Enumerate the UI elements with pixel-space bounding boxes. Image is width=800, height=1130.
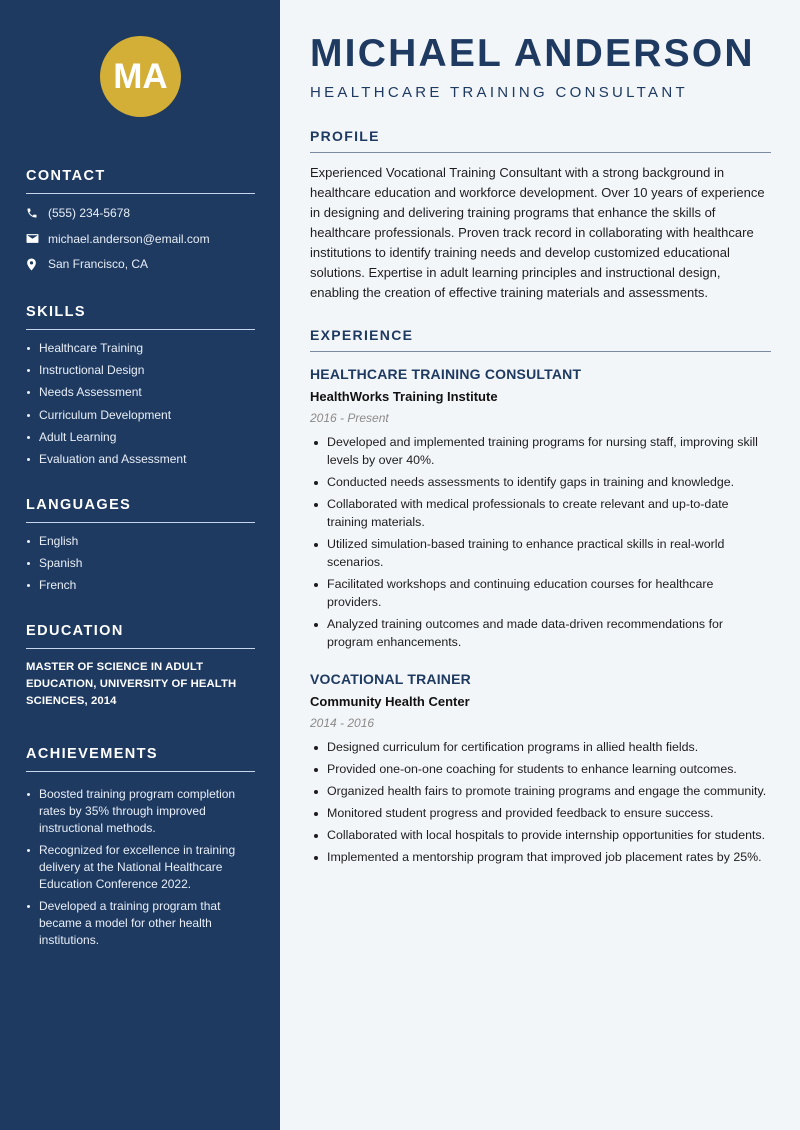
skill-item: Healthcare Training <box>26 340 255 357</box>
education-heading: EDUCATION <box>26 623 255 649</box>
job-title: HEALTHCARE TRAINING CONSULTANT <box>310 366 582 382</box>
skills-section <box>26 304 255 473</box>
profile-heading: PROFILE <box>310 128 771 153</box>
achievements-list <box>26 786 255 949</box>
achievement-item: Boosted training program completion rates by 35% through improved instructional methods. <box>26 786 255 837</box>
avatar-initials: MA <box>113 56 168 96</box>
language-item: Spanish <box>26 555 255 572</box>
phone-icon <box>26 207 48 219</box>
email-icon <box>26 233 48 244</box>
sidebar <box>0 0 280 1130</box>
language-item: French <box>26 577 255 594</box>
job-bullet: Collaborated with local hospitals to provide internship opportunities for students. <box>310 826 771 844</box>
job-bullet: Utilized simulation-based training to enhance practical skills in real-world scenarios. <box>310 535 771 571</box>
skill-item: Curriculum Development <box>26 407 255 424</box>
job-title: VOCATIONAL TRAINER <box>310 671 471 687</box>
skills-heading: SKILLS <box>26 304 255 330</box>
education-section <box>26 623 255 710</box>
skill-item: Needs Assessment <box>26 384 255 401</box>
skills-list <box>26 340 255 468</box>
contact-location <box>26 255 255 273</box>
skill-item: Adult Learning <box>26 429 255 446</box>
job-bullet: Implemented a mentorship program that improved job placement rates by 25%. <box>310 848 771 866</box>
achievements-section <box>26 746 255 954</box>
job-bullets <box>310 738 771 866</box>
candidate-name: MICHAEL ANDERSON <box>310 32 755 75</box>
job-bullet: Analyzed training outcomes and made data-driven recommendations for program enhancements. <box>310 615 771 651</box>
experience-heading: EXPERIENCE <box>310 327 771 352</box>
job-bullet: Developed and implemented training programs for nursing staff, improving skill levels by over 40%. <box>310 433 771 469</box>
job-company: Community Health Center <box>310 694 470 709</box>
job-bullet: Facilitated workshops and continuing education courses for healthcare providers. <box>310 575 771 611</box>
job-dates: 2014 - 2016 <box>310 716 375 730</box>
job-entry <box>310 365 771 655</box>
profile-text: Experienced Vocational Training Consultant with a strong background in healthcare education and workforce development. Over 10 years of experience in designing and delivering training programs that enhance the skills of healthcare professionals. Proven track record in collaborating with healthcare institutions to identify training needs and develop customized educational solutions. Expertise in adult learning principles and instructional design, enabling the creation of effective training materials and assessments. <box>310 165 765 300</box>
contact-section <box>26 168 255 281</box>
job-bullet: Designed curriculum for certification programs in allied health fields. <box>310 738 771 756</box>
languages-section <box>26 497 255 600</box>
contact-phone <box>26 204 255 222</box>
job-bullets <box>310 433 771 651</box>
job-company: HealthWorks Training Institute <box>310 389 498 404</box>
job-bullet: Provided one-on-one coaching for students to enhance learning outcomes. <box>310 760 771 778</box>
languages-heading: LANGUAGES <box>26 497 255 523</box>
contact-email <box>26 230 255 248</box>
contact-heading: CONTACT <box>26 168 255 194</box>
languages-list <box>26 533 255 594</box>
candidate-title: HEALTHCARE TRAINING CONSULTANT <box>310 84 688 101</box>
language-item: English <box>26 533 255 550</box>
job-entry <box>310 670 771 870</box>
location-pin-icon <box>26 258 48 271</box>
achievements-heading: ACHIEVEMENTS <box>26 746 255 772</box>
contact-phone-text: (555) 234-5678 <box>48 206 131 220</box>
achievement-item: Recognized for excellence in training delivery at the National Healthcare Education Conference 2022. <box>26 842 255 893</box>
contact-location-text: San Francisco, CA <box>48 257 149 272</box>
skill-item: Instructional Design <box>26 362 255 379</box>
job-bullet: Conducted needs assessments to identify gaps in training and knowledge. <box>310 473 771 491</box>
education-entry: MASTER OF SCIENCE IN ADULT EDUCATION, UNIVERSITY OF HEALTH SCIENCES, 2014 <box>26 661 237 707</box>
job-bullet: Organized health fairs to promote training programs and engage the community. <box>310 782 771 800</box>
job-bullet: Monitored student progress and provided feedback to ensure success. <box>310 804 771 822</box>
job-dates: 2016 - Present <box>310 411 389 425</box>
achievement-item: Developed a training program that became a model for other health institutions. <box>26 898 255 949</box>
job-bullet: Collaborated with medical professionals to create relevant and up-to-date training materials. <box>310 495 771 531</box>
skill-item: Evaluation and Assessment <box>26 451 255 468</box>
contact-email-text: michael.anderson@email.com <box>48 231 210 246</box>
avatar <box>100 36 181 117</box>
